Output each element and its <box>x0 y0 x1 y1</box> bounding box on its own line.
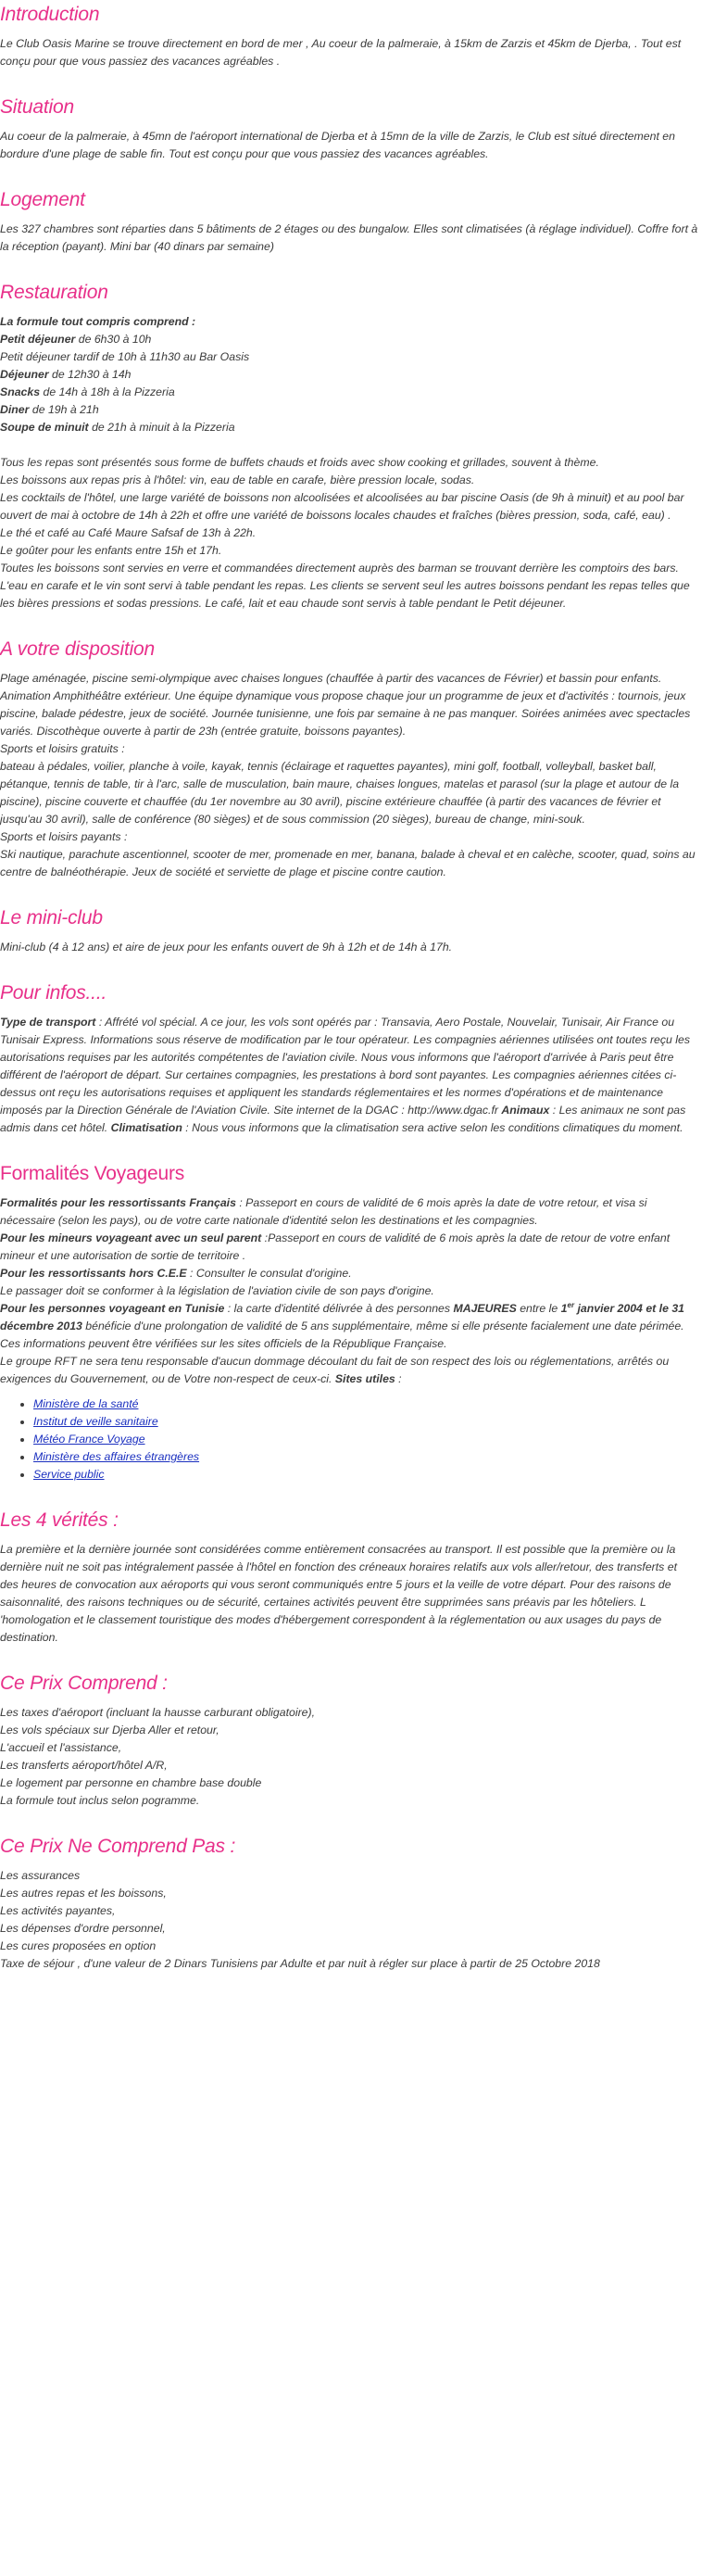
link-meteo-france[interactable]: Météo France Voyage <box>33 1433 145 1446</box>
section-formalites <box>0 1163 702 1484</box>
disposition-line: Sports et loisirs payants : <box>0 830 128 843</box>
heading-miniclub: Le mini-club <box>0 907 103 928</box>
logement-text: Les 327 chambres sont réparties dans 5 bâtiments de 2 étages ou des bungalow. Elles sont climatisées (à réglage individuel). Coffre fort à la réception (payant). Mini bar (40 dinars par semaine) <box>0 222 698 253</box>
introduction-text: Le Club Oasis Marine se trouve directement en bord de mer , Au coeur de la palmeraie, à 15km de Zarzis et 45km de Djerba, . Tout est conçu pour que vous passiez des vacances agréables . <box>0 37 682 68</box>
section-restauration <box>0 282 702 612</box>
comprend-line: La formule tout inclus selon pogramme. <box>0 1794 200 1807</box>
heading-necomprend: Ce Prix Ne Comprend Pas : <box>0 1836 236 1857</box>
necomprend-line: Les assurances <box>0 1869 81 1882</box>
heading-formalites: Formalités Voyageurs <box>0 1163 185 1184</box>
necomprend-text <box>0 1867 702 1973</box>
disposition-line: Plage aménagée, piscine semi-olympique avec chaises longues (chauffée à partir des vacances de Février) et bassin pour enfants. <box>0 672 662 685</box>
comprend-text <box>0 1704 702 1810</box>
formalites-text: Formalités pour les ressortissants Français : Passeport en cours de validité de 6 mois après la date de votre retour, et visa si nécessaire (selon les pays), ou de votre carte nationale d'identité selon les destinations et les compagnies. Pour les mineurs voyageant avec un seul parent :Passeport en cours de validité de 6 mois après la date de retour de votre enfant mineur et une autorisation de sortie de territoire . Pour les ressortissants hors C.E.E : Consulter le consulat d'origine. Le passager doit se conformer à la législation de l'aviation civile de son pays d'origine. Pour les personnes voyageant en Tunisie : la carte d'identité délivrée à des personnes MAJEURES entre le 1er janvier 2004 et le 31 décembre 2013 bénéficie d'une prolongation de validité de 5 ans supplémentaire, même si elle présente facialement une date périmée. Ces informations peuvent être vérifiées sur les sites officiels de la République Française. Le groupe RFT ne sera tenu responsable d'aucun dommage découlant du fait de son respect des lois ou réglementations, arrêtés ou exigences du Gouvernement, ou de Votre non-respect de ceux-ci. Sites utiles : <box>0 1196 685 1385</box>
meal-line: Diner de 19h à 21h <box>0 403 99 416</box>
section-infos <box>0 982 702 1137</box>
transport-label: Type de transport <box>0 1016 96 1029</box>
section-necomprend <box>0 1836 702 1973</box>
heading-disposition: A votre disposition <box>0 638 156 660</box>
animaux-label: Animaux <box>501 1104 550 1117</box>
situation-text: Au coeur de la palmeraie, à 45mn de l'aéroport international de Djerba et à 15mn de la ville de Zarzis, le Club est situé directement en bordure d'une plage de sable fin. Tout est conçu pour que vous passiez des vacances agréables. <box>0 130 675 160</box>
heading-verites: Les 4 vérités : <box>0 1509 119 1531</box>
section-disposition <box>0 638 702 881</box>
disposition-line: Animation Amphithéâtre extérieur. Une équipe dynamique vous propose chaque jour un programme de jeux et d'activités : tournois, jeux piscine, balade pédestre, jeux de société. Journée tunisienne, une fois par semaine à ne pas manquer. Soirées animées avec spectacles variés. Discothèque ouverte à partir de 23h (entrée gratuite, boissons payantes). <box>0 689 691 738</box>
heading-logement: Logement <box>0 189 85 210</box>
comprend-line: L'accueil et l'assistance, <box>0 1741 122 1754</box>
climatisation-label: Climatisation <box>110 1121 182 1134</box>
comprend-line: Les taxes d'aéroport (incluant la hausse carburant obligatoire), <box>0 1706 316 1719</box>
list-item <box>33 1431 702 1448</box>
section-introduction <box>0 4 702 70</box>
restauration-line: Toutes les boissons sont servies en verre et commandées directement auprès des barman se trouvant derrière les comptoirs des bars. <box>0 562 679 575</box>
meal-line: Snacks de 14h à 18h à la Pizzeria <box>0 385 175 398</box>
meal-line: Soupe de minuit de 21h à minuit à la Pizzeria <box>0 421 235 434</box>
comprend-line: Les transferts aéroport/hôtel A/R, <box>0 1759 168 1772</box>
section-verites <box>0 1509 702 1647</box>
meal-line: Petit déjeuner tardif de 10h à 11h30 au Bar Oasis <box>0 350 250 363</box>
heading-situation: Situation <box>0 96 74 118</box>
comprend-line: Le logement par personne en chambre base double <box>0 1776 262 1789</box>
section-miniclub <box>0 907 702 956</box>
heading-infos: Pour infos.... <box>0 982 107 1004</box>
disposition-text <box>0 670 702 881</box>
link-affaires-etrangeres[interactable]: Ministère des affaires étrangères <box>33 1450 200 1463</box>
link-service-public[interactable]: Service public <box>33 1468 105 1481</box>
restauration-line: Le goûter pour les enfants entre 15h et 17h. <box>0 544 222 557</box>
list-item <box>33 1466 702 1484</box>
miniclub-text: Mini-club (4 à 12 ans) et aire de jeux pour les enfants ouvert de 9h à 12h et de 14h à 17h. <box>0 941 453 953</box>
list-item <box>33 1448 702 1466</box>
restauration-line: Les boissons aux repas pris à l'hôtel: vin, eau de table en carafe, bière pression locale, sodas. <box>0 474 475 486</box>
verites-text: La première et la dernière journée sont considérées comme entièrement consacrées au transport. Il est possible que la première ou la dernière nuit ne soit pas intégralement passée à l'hôtel en fonction des créneaux horaires relatifs aux vols aller/retour, des transferts et des heures de convocation aux aéroports qui vous seront communiqués entre 5 jours et la veille de votre départ. Pour des raisons de saisonnalité, des raisons techniques ou de sécurité, certaines activités peuvent être supprimées sans préavis par les hôteliers. L 'homologation et le classement touristique des modes d'hébergement correspondent à la réglementation ou aux usages du pays de destination. <box>0 1543 678 1644</box>
meal-line: Déjeuner de 12h30 à 14h <box>0 368 132 381</box>
heading-restauration: Restauration <box>0 282 108 303</box>
restauration-line: Tous les repas sont présentés sous forme de buffets chauds et froids avec show cooking et grillades, souvent à thème. <box>0 456 599 469</box>
necomprend-line: Les activités payantes, <box>0 1904 116 1917</box>
section-logement <box>0 189 702 256</box>
meal-line: Petit déjeuner de 6h30 à 10h <box>0 333 152 346</box>
infos-text: Type de transport : Affrété vol spécial. A ce jour, les vols sont opérés par : Transavia, Aero Postale, Nouvelair, Tunisair, Air France ou Tunisair Express. Informations sous réserve de modification par le tour opérateur. Les compagnies aériennes utilisées ont toutes reçu les autorisations requises par les autorités compétentes de l'aviation civile. Nous vous informons que l'aéroport d'arrivée à Paris peut être différent de l'aéroport de départ. Sur certaines compagnies, les prestations à bord sont payantes. Les compagnies aériennes citées ci-dessus ont reçu les autorisations requises et appliquent les standards réglementaires et les normes d'opérations et de maintenance imposés par la Direction Générale de l'Aviation Civile. Site internet de la DGAC : http://www.dgac.fr Animaux : Les animaux ne sont pas admis dans cet hôtel. Climatisation : Nous vous informons que la climatisation sera active selon les conditions climatiques du moment. <box>0 1016 691 1134</box>
necomprend-line: Taxe de séjour , d'une valeur de 2 Dinars Tunisiens par Adulte et par nuit à régler sur place à partir de 25 Octobre 2018 <box>0 1957 600 1970</box>
disposition-line: Sports et loisirs gratuits : <box>0 742 125 755</box>
restauration-line: L'eau en carafe et le vin sont servi à table pendant les repas. Les clients se servent seul les autres boissons pendant les repas telles que les bières pressions et sodas pressions. Le café, lait et eau chaude sont servis à table pendant le Petit déjeuner. <box>0 579 690 610</box>
restauration-line: Le thé et café au Café Maure Safsaf de 13h à 22h. <box>0 526 257 539</box>
disposition-line: Ski nautique, parachute ascentionnel, scooter de mer, promenade en mer, banana, balade à cheval et en calèche, scooter, quad, soins au centre de balnéothérapie. Jeux de société et serviette de plage et piscine contre caution. <box>0 848 696 878</box>
list-item <box>33 1413 702 1431</box>
necomprend-line: Les dépenses d'ordre personnel, <box>0 1922 166 1935</box>
list-item <box>33 1395 702 1413</box>
necomprend-line: Les autres repas et les boissons, <box>0 1887 167 1900</box>
heading-comprend: Ce Prix Comprend : <box>0 1673 168 1694</box>
restauration-text <box>0 313 702 612</box>
useful-links-list <box>0 1395 702 1484</box>
formule-title: La formule tout compris comprend : <box>0 315 196 328</box>
heading-introduction: Introduction <box>0 4 100 25</box>
link-ministere-sante[interactable]: Ministère de la santé <box>33 1397 139 1410</box>
section-comprend <box>0 1673 702 1810</box>
link-veille-sanitaire[interactable]: Institut de veille sanitaire <box>33 1415 158 1428</box>
restauration-line: Les cocktails de l'hôtel, une large variété de boissons non alcoolisées et alcoolisées au bar piscine Oasis (de 9h à minuit) et au pool bar ouvert de mai à octobre de 14h à 22h et offre une variété de boissons locales chaudes et fraîches (bières pression, soda, café, eau) . <box>0 491 684 522</box>
comprend-line: Les vols spéciaux sur Djerba Aller et retour, <box>0 1724 219 1736</box>
section-situation <box>0 96 702 163</box>
disposition-line: bateau à pédales, voilier, planche à voile, kayak, tennis (éclairage et raquettes payantes), mini golf, football, volleyball, basket ball, pétanque, tennis de table, tir à l'arc, salle de musculation, bain maure, chaises longues, matelas et parasol (sur la plage et autour de la piscine), piscine couverte et chauffée (du 1er novembre au 30 avril), piscine extérieure chauffée (à partir des vacances de février et jusqu'au 30 avril), salle de conférence (80 sièges) et de sous commission (20 sièges), bureau de change, mini-souk. <box>0 760 680 826</box>
necomprend-line: Les cures proposées en option <box>0 1939 157 1952</box>
